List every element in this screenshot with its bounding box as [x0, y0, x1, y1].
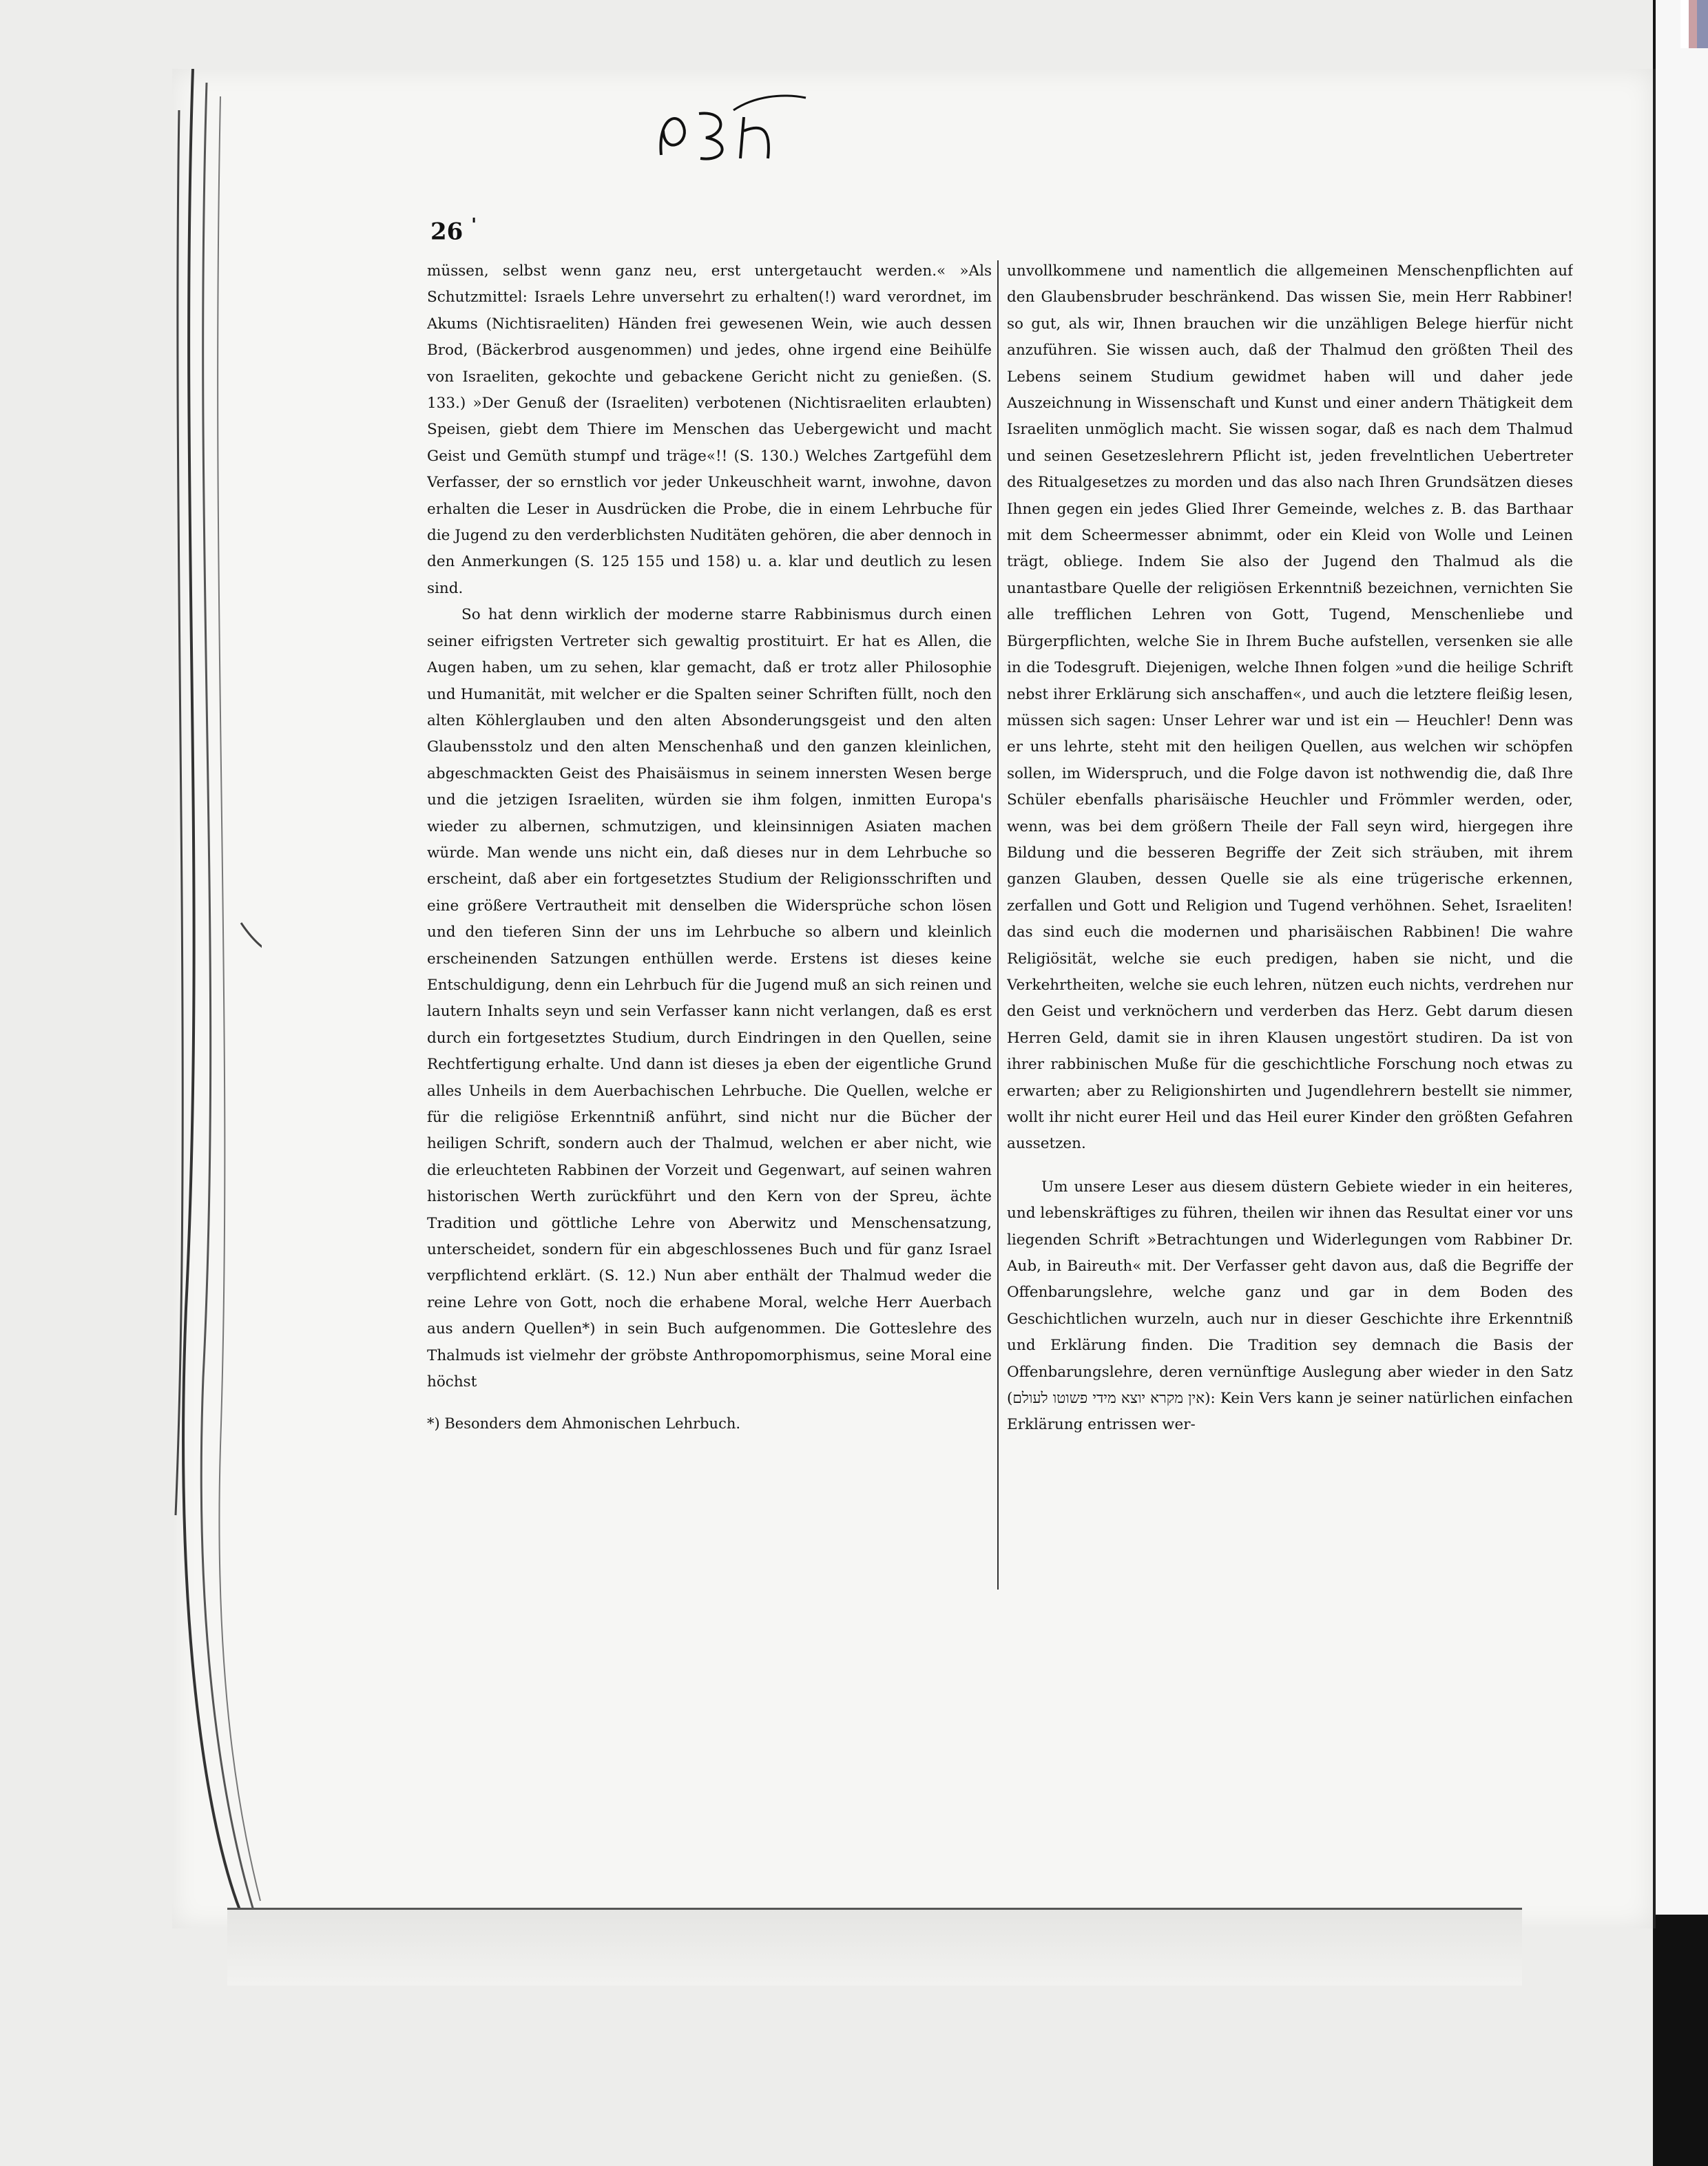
right-paragraph-1: unvollkommene und namentlich die allgemeinen Menschenpflichten auf den Glaubensbruder beschränkend. Das wissen Sie, mein Herr Rabbiner! so gut, als wir, Ihnen brauchen wir die unzähligen Belege hierfür nicht anzuführen. Sie wissen auch, daß der Thalmud den größten Theil des Lebens seinem Studium gewidmet haben will und daher jede Auszeichnung in Wissenschaft und Kunst und einer andern Thätigkeit dem Israeliten unmöglich macht. Sie wissen sogar, daß es nach dem Thalmud und seinen Gesetzeslehrern Pflicht ist, jeden frevelntlichen Uebertreter des Ritualgesetzes zu morden und das also nach Ihren Grundsätzen dieses Ihnen gegen ein jedes Glied Ihrer Gemeinde, welches z. B. das Barthaar mit dem Scheermesser abnimmt, oder ein Kleid von Wolle und Leinen trägt, obliege. Indem Sie also der Jugend den Thalmud als die unantastbare Quelle der religiösen Erkenntniß bezeichnen, vernichten Sie alle trefflichen Lehren von Gott, Tugend, Menschenliebe und Bürgerpflichten, welche Sie in Ihrem Buche aufstellen, versenken sie alle in die Todesgruft. Diejenigen, welche Ihnen folgen »und die heilige Schrift nebst ihrer Erklärung sich anschaffen«, und auch die letztere fleißig lesen, müssen sich sagen: Unser Lehrer war und ist ein — Heuchler! Denn was er uns lehrte, steht mit den heiligen Quellen, aus welchen wir schöpfen sollen, im Widerspruch, und die Folge davon ist nothwendig die, daß Ihre Schüler ebenfalls pharisäische Heuchler und Frömmler werden, oder, wenn, was bei dem größern Theile der Fall seyn wird, hiergegen ihre Bildung und die besseren Begriffe der Zeit sich sträuben, mit ihrem ganzen Glauben, dessen Quelle sie als eine trügerische erkennen, zerfallen und Gott und Religion und Tugend verhöhnen. Sehet, Israeliten! das sind euch die modernen und pharisäischen Rabbinen! Die wahre Religiösität, welche sie euch predigen, haben sie nicht, und die Verkehrtheiten, welche sie euch lehren, nützen euch nichts, verdrehen nur den Geist und verknöchern und verderben das Herz. Gebt darum diesen Herren Geld, damit sie in ihren Klausen ungestört studiren. Da ist von ihrer rabbinischen Muße für die geschichtliche Forschung noch etwas zu erwarten; aber zu Religionshirten und Jugendlehrern bestellt sie nimmer, wollt ihr nicht eurer Heil und das Heil eurer Kinder den größten Gefahren aussetzen. — [1007, 262, 1573, 1153]
right-column — [1007, 258, 1573, 1577]
left-column — [427, 258, 992, 1577]
handwritten-page-number — [651, 90, 809, 172]
paragraph-spacer — [1007, 1158, 1573, 1174]
page-bottom-edge — [227, 1908, 1522, 1986]
left-paragraph-2: So hat denn wirklich der moderne starre Rabbinismus durch einen seiner eifrigsten Vertreter sich gewaltig prostituirt. Er hat es Allen, die Augen haben, um zu sehen, klar gemacht, daß er trotz aller Philosophie und Humanität, mit welcher er die Spalten seiner Schriften füllt, noch den alten Köhlerglauben und den alten Absonderungsgeist und den alten Glaubensstolz und den alten Menschenhaß und den ganzen kleinlichen, abgeschmackten Geist des Phaisäismus in seinem innersten Wesen berge und die jetzigen Israeliten, würden sie ihm folgen, inmitten Europa's wieder zu albernen, schmutzigen, und kleinsinnigen Asiaten machen würde. Man wende uns nicht ein, daß dieses nur in dem Lehrbuche so erscheint, daß aber ein fortgesetztes Studium der Religionsschriften und eine größere Vertrautheit mit denselben die Widersprüche schon lösen und den tieferen Sinn der uns im Lehrbuche so albern und kleinlich erscheinenden Satzungen enthüllen werde. Erstens ist dieses keine Entschuldigung, denn ein Lehrbuch für die Jugend muß an sich reinen und lautern Inhalts seyn und sein Verfasser kann nicht verlangen, daß es erst durch ein fortgesetztes Studium, durch Eindringen in den Quellen, seine Rechtfertigung erhalte. Und dann ist dieses ja eben der eigentliche Grund alles Unheils in dem Auerbachischen Lehrbuche. Die Quellen, welche er für die religiöse Erkenntniß anführt, sind nicht nur die Bücher der heiligen Schrift, sondern auch der Thalmud, welchen er aber nicht, wie die erleuchteten Rabbinen der Vorzeit und Gegenwart, auf seinen wahren historischen Werth zurückführt und den Kern von der Spreu, ächte Tradition und göttliche Lehre von Aberwitz und Menschensatzung, unterscheidet, sondern für ein abgeschlossenes Buch und für ganz Israel verpflichtend erklärt. (S. 12.) Nun aber enthält der Thalmud weder die reine Lehre von Gott, noch die erhabene Moral, welche Herr Auerbach aus andern Quellen*) in sein Buch aufgenommen. Die Gotteslehre des Thalmuds ist vielmehr der gröbste Anthropomorphismus, seine Moral eine höchst — [427, 606, 992, 1391]
scanner-shadow — [1654, 1915, 1708, 2166]
binding-edge — [165, 69, 262, 1928]
scanner-edge-strip — [1653, 0, 1708, 2166]
left-paragraph-1: müssen, selbst wenn ganz neu, erst untergetaucht werden.« »Als Schutzmittel: Israels Lehre unversehrt zu erhalten(!) ward verordnet, im Akums (Nichtisraeliten) Händen frei gewesenen Wein, wie auch dessen Brod, (Bäckerbrod ausgenommen) und jedes, ohne irgend eine Beihülfe von Israeliten, gekochte und gebackene Gericht nicht zu genießen. (S. 133.) »Der Genuß der (Israeliten) verbotenen (Nichtisraeliten erlaubten) Speisen, giebt dem Thiere im Menschen das Uebergewicht und macht Geist und Gemüth stumpf und träge«!! (S. 130.) Welches Zartgefühl dem Verfasser, der so ernstlich vor jeder Unkeuschheit warnt, inwohne, davon erhalten die Leser in Ausdrücken die Probe, die in einem Lehrbuche für die Jugend zu den verderblichsten Nuditäten gehören, die aber dennoch in den Anmerkungen (S. 125 155 und 158) u. a. klar und deutlich zu lesen sind. — [427, 262, 992, 597]
column-divider — [997, 260, 999, 1590]
color-calibration-mark — [1680, 0, 1708, 48]
footnote: *) Besonders dem Ahmonischen Lehrbuch. — [427, 1415, 741, 1433]
right-paragraph-2: Um unsere Leser aus diesem düstern Gebiete wieder in ein heiteres, und lebenskräftiges zu führen, theilen wir ihnen das Resultat einer vor uns liegenden Schrift »Betrachtungen und Widerlegungen vom Rabbiner Dr. Aub, in Baireuth« mit. Der Verfasser geht davon aus, daß die Begriffe der Offenbarungslehre, welche ganz und gar in dem Boden des Geschichtlichen wurzeln, auch nur in dieser Geschichte ihre Erkenntniß und Erklärung finden. Die Tradition sey demnach die Basis der Offenbarungslehre, deren vernünftige Auslegung aber wieder in den Satz (אין מקרא יוצא מידי פשוטו לעולם): Kein Vers kann je seiner natürlichen einfachen Erklärung entrissen wer- — [1007, 1178, 1573, 1434]
page-number: 26 ' — [430, 215, 477, 246]
